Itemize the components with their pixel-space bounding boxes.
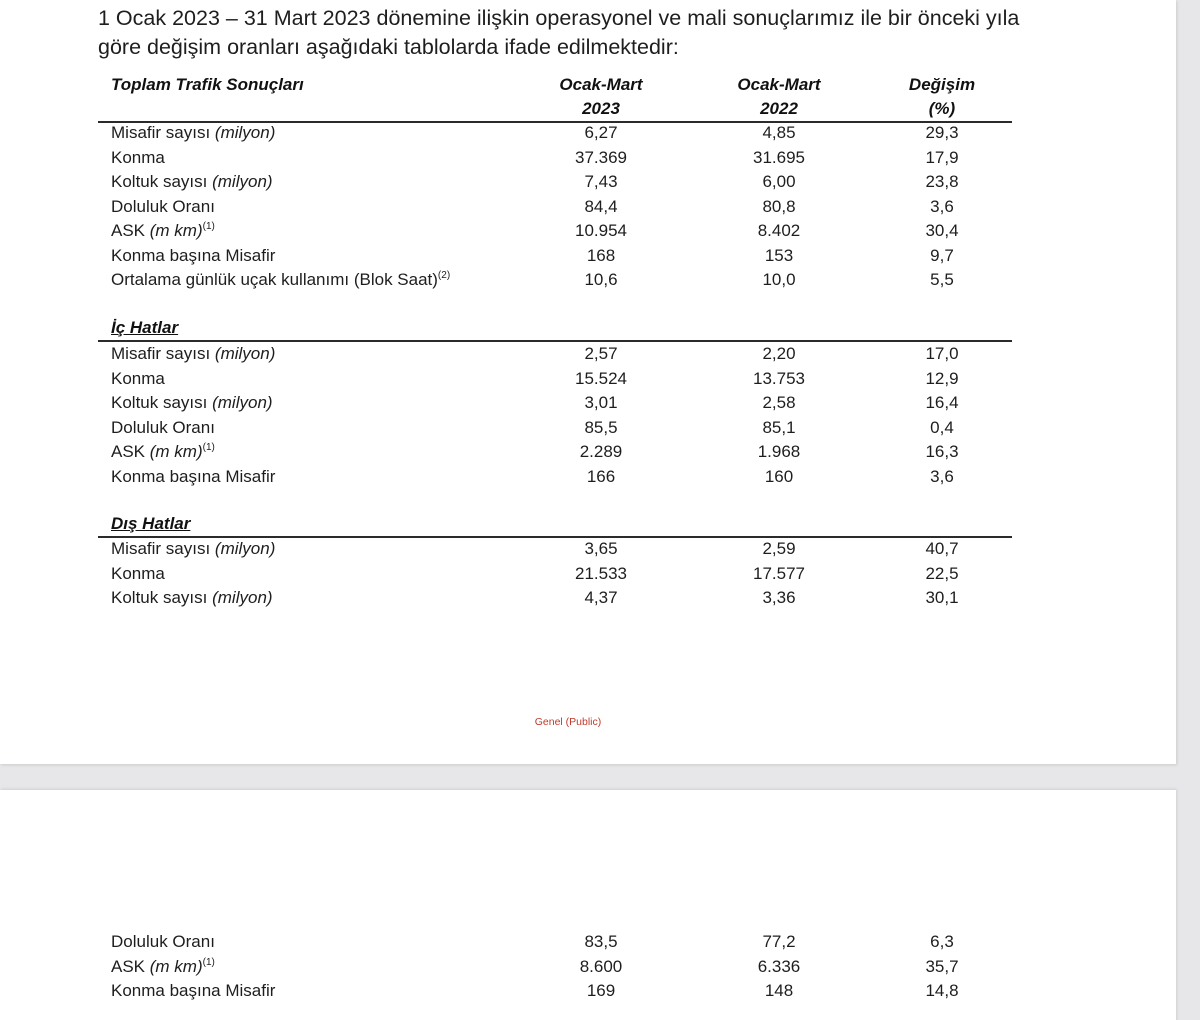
row-label [111,146,165,171]
footnote-ref: (2) [437,270,451,281]
value-2022: 160 [764,466,794,486]
value-change: 23,8 [925,172,959,191]
column-header-2022-line2: 2022 [760,99,798,118]
table-row [0,586,1100,611]
value-2022: 148 [764,981,794,1000]
value-change: 22,5 [925,563,959,583]
value-2022: 2,58 [762,393,796,412]
footnote-ref: (1) [202,221,215,232]
value-2023: 2.289 [579,442,623,461]
row-label [111,586,273,611]
table-row [0,930,1100,955]
table-row [0,342,1100,367]
value-2023: 37.369 [575,147,627,167]
table-row [0,219,1100,244]
value-change: 29,3 [925,123,959,142]
row-unit: (milyon) [214,123,276,142]
row-label-text: Doluluk Oranı [111,196,215,216]
value-change: 0,4 [930,417,954,437]
row-label-text: Koltuk sayısı [111,588,213,607]
row-label [111,930,215,955]
value-2023: 21.533 [575,563,627,583]
column-header-2023-line2: 2023 [582,99,620,118]
table-row [0,465,1100,490]
domestic-section-title: İç Hatlar [111,318,179,337]
row-label-text: Doluluk Oranı [111,417,215,437]
table-row [0,562,1100,587]
value-2023: 10,6 [584,270,618,289]
value-2022: 77,2 [762,932,796,951]
table-row [0,244,1100,269]
value-2023: 6,27 [584,123,618,142]
international-section-title: Dış Hatlar [111,514,191,533]
value-change: 17,9 [925,147,959,167]
row-unit: (milyon) [212,393,273,412]
row-label-text: ASK [111,221,150,240]
row-label-text: Konma başına Misafir [111,245,276,265]
value-2023: 2,57 [584,344,618,363]
row-label-text: Koltuk sayısı [111,393,213,412]
row-label [111,465,275,490]
value-2022: 17.577 [753,563,805,583]
row-unit: (milyon) [214,539,276,558]
value-change: 40,7 [925,539,959,558]
row-label [111,121,275,146]
value-2022: 85,1 [762,417,796,437]
value-change: 16,4 [925,393,959,412]
row-label [111,416,215,441]
row-label-text: Konma başına Misafir [111,981,276,1000]
table-row [0,391,1100,416]
value-2023: 7,43 [584,172,618,191]
column-header-2023-line1: Ocak-Mart [559,75,643,94]
table-row [0,955,1100,980]
value-2023: 168 [586,245,616,265]
row-unit: (milyon) [212,172,273,191]
table-row [0,121,1100,146]
footnote-ref: (1) [202,442,215,453]
intro-paragraph [98,4,1098,62]
value-change: 3,6 [930,196,954,216]
value-2022: 1.968 [757,442,801,461]
value-2023: 83,5 [584,932,618,951]
column-header-change [852,73,1032,121]
value-2022: 153 [764,245,794,265]
table-row [0,537,1100,562]
column-header-2023 [511,73,691,121]
row-label-text: Konma [111,368,165,388]
value-change: 35,7 [925,956,959,976]
value-change: 9,7 [930,245,954,265]
value-2022: 80,8 [762,196,796,216]
row-unit: (m km) [149,956,203,976]
row-label [111,367,165,392]
row-label-text: Koltuk sayısı [111,172,213,191]
row-label [111,440,215,465]
value-change: 12,9 [925,368,959,388]
value-2023: 15.524 [575,368,627,388]
row-label [111,391,273,416]
value-change: 16,3 [925,442,959,461]
row-label [111,244,275,269]
classification-label: Genel (Public) [534,716,602,728]
value-2022: 3,36 [762,588,796,607]
row-label [111,219,215,244]
value-change: 6,3 [930,932,954,951]
value-2023: 166 [586,466,616,486]
value-2023: 8.600 [579,956,623,976]
row-label-text: Konma [111,147,165,167]
value-change: 3,6 [930,466,954,486]
row-unit: (m km) [149,221,203,240]
value-2023: 4,37 [584,588,618,607]
row-label-text: Ortalama günlük uçak kullanımı (Blok Saat) [111,270,438,289]
row-label-text: Doluluk Oranı [111,932,215,951]
table-row [0,440,1100,465]
row-label [111,979,275,1004]
row-label [111,268,450,293]
value-2023: 84,4 [584,196,618,216]
column-header-2022 [689,73,869,121]
row-label-text: Misafir sayısı [111,539,215,558]
value-change: 14,8 [925,981,959,1000]
row-unit: (milyon) [214,344,276,363]
value-2022: 10,0 [762,270,796,289]
table-row [0,979,1100,1004]
row-label [111,562,165,587]
value-change: 30,4 [925,221,959,240]
document-page-2 [0,790,1176,1020]
value-2023: 85,5 [584,417,618,437]
value-2022: 4,85 [762,123,796,142]
column-header-2022-line1: Ocak-Mart [737,75,821,94]
value-2023: 3,01 [584,393,618,412]
value-change: 5,5 [930,270,954,289]
row-label [111,195,215,220]
row-label-text: Konma başına Misafir [111,466,276,486]
row-label-text: Konma [111,563,165,583]
value-2022: 8.402 [757,221,801,240]
column-header-change-line2: (%) [928,99,956,118]
table-row [0,146,1100,171]
value-change: 30,1 [925,588,959,607]
row-label [111,170,273,195]
intro-line-1: 1 Ocak 2023 – 31 Mart 2023 dönemine ilişkin operasyonel ve mali sonuçlarımız ile bir önceki yıla [98,6,1020,30]
value-2022: 2,59 [762,539,796,558]
table-row [0,416,1100,441]
column-header-change-line1: Değişim [908,75,976,94]
value-change: 17,0 [925,344,959,363]
row-label-text: Misafir sayısı [111,123,215,142]
row-unit: (m km) [149,442,203,461]
table-row [0,195,1100,220]
row-label-text: ASK [111,956,150,976]
table-row [0,367,1100,392]
row-label-text: ASK [111,442,150,461]
intro-line-2: göre değişim oranları aşağıdaki tablolarda ifade edilmektedir: [98,35,679,59]
row-label [111,955,215,980]
row-label [111,537,275,562]
row-label-text: Misafir sayısı [111,344,215,363]
value-2022: 6,00 [762,172,796,191]
table-title: Toplam Trafik Sonuçları [111,75,304,94]
value-2022: 13.753 [753,368,805,388]
table-row [0,170,1100,195]
value-2023: 3,65 [584,539,618,558]
footnote-ref: (1) [202,956,215,968]
value-2022: 2,20 [762,344,796,363]
value-2023: 10.954 [575,221,627,240]
row-unit: (milyon) [212,588,273,607]
value-2022: 31.695 [753,147,805,167]
value-2022: 6.336 [757,956,801,976]
table-row [0,268,1100,293]
row-label [111,342,275,367]
value-2023: 169 [586,981,616,1000]
